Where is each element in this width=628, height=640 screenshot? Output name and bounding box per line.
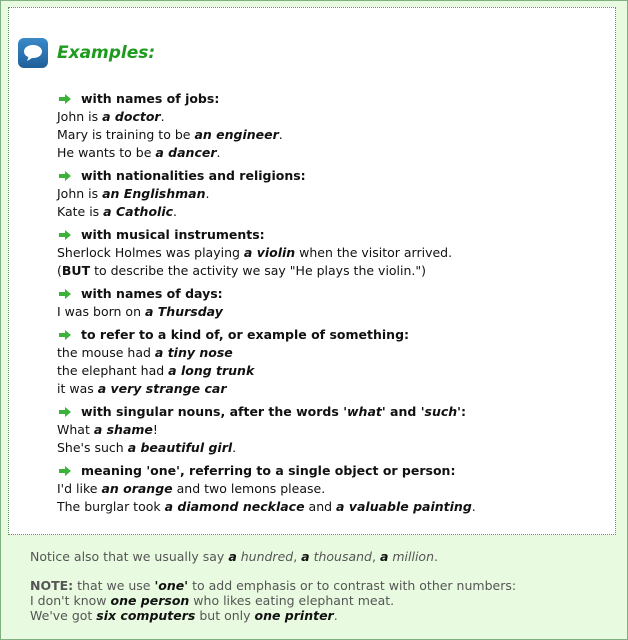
example-line [57, 362, 476, 380]
example-section [57, 403, 476, 457]
emphasis-text: a [301, 549, 310, 564]
emphasis-text: a valuable painting [336, 499, 472, 514]
text-run: What [57, 422, 94, 437]
example-section [57, 326, 476, 398]
green-arrow-icon [59, 407, 71, 417]
text-run: . [173, 204, 177, 219]
text-run: . [471, 499, 476, 514]
section-title-text [81, 285, 223, 303]
speech-bubble-icon [18, 38, 48, 68]
text-run: and [304, 499, 337, 514]
spacer [30, 564, 516, 578]
text-run: She's such [57, 440, 128, 455]
emphasis-text: an orange [101, 481, 173, 496]
emphasis-text: a beautiful girl [127, 440, 233, 455]
emphasis-text: an engineer [194, 127, 279, 142]
text-run: , [372, 549, 380, 564]
example-line [57, 303, 476, 321]
text-run: , [293, 549, 302, 564]
example-line [57, 185, 476, 203]
examples-list [57, 90, 476, 521]
text-run: who likes eating elephant meat. [189, 593, 395, 608]
text-run: thousand [309, 549, 372, 564]
text-run: with names of days: [81, 286, 223, 301]
note-line [30, 549, 516, 564]
emphasis-text: one person [110, 593, 190, 608]
section-title-text [81, 403, 466, 421]
example-line [57, 380, 476, 398]
emphasis-text: a dancer [155, 145, 217, 160]
green-arrow-icon [59, 171, 71, 181]
green-arrow-icon [59, 94, 71, 104]
section-title [57, 90, 476, 108]
example-section [57, 167, 476, 221]
text-run: with names of jobs: [81, 91, 220, 106]
emphasis-text: a violin [243, 245, 296, 260]
emphasis-text: one printer [254, 608, 334, 623]
example-line [57, 126, 476, 144]
emphasis-text: a Catholic [103, 204, 174, 219]
text-run: Kate is [57, 204, 104, 219]
example-line [57, 439, 476, 457]
text-run: to refer to a kind of, or example of something: [81, 327, 410, 342]
section-title-text [81, 462, 455, 480]
section-title-text [81, 90, 219, 108]
section-title-text [81, 226, 265, 244]
green-arrow-icon [59, 289, 71, 299]
example-line [57, 203, 476, 221]
emphasis-text: an Englishman [102, 186, 206, 201]
text-run: Sherlock Holmes was playing [57, 245, 244, 260]
text-run: John is [57, 109, 103, 124]
example-line [57, 421, 476, 439]
text-run: Notice also that we usually say [30, 549, 229, 564]
emphasis-text: 'what' [343, 404, 386, 419]
text-run: . [216, 145, 221, 160]
emphasis-text: a Thursday [144, 304, 223, 319]
text-run: to describe the activity we say "He plays the violin.") [90, 263, 427, 278]
text-run: John is [57, 186, 103, 201]
section-title [57, 403, 476, 421]
text-run: million [388, 549, 435, 564]
text-run: : [461, 404, 467, 419]
emphasis-text: a diamond necklace [164, 499, 305, 514]
notes-block [30, 549, 516, 623]
section-title [57, 285, 476, 303]
section-title [57, 226, 476, 244]
text-run: and [385, 404, 421, 419]
examples-header [18, 36, 155, 70]
note-line [30, 608, 516, 623]
text-run: We've got [30, 608, 97, 623]
section-title [57, 326, 476, 344]
emphasis-text: 'one' [154, 578, 189, 593]
text-run: when the visitor arrived. [295, 245, 453, 260]
emphasis-text: a doctor [102, 109, 161, 124]
examples-box [8, 7, 616, 535]
text-run: . [205, 186, 210, 201]
emphasis-text: a long trunk [168, 363, 255, 378]
text-run: with musical instruments: [81, 227, 265, 242]
text-run: ( [57, 263, 62, 278]
note-line [30, 578, 516, 593]
text-run: that we use [73, 578, 155, 593]
green-arrow-icon [59, 230, 71, 240]
example-line [57, 344, 476, 362]
text-run: The burglar took [57, 499, 165, 514]
example-line [57, 480, 476, 498]
text-run: hundred [236, 549, 294, 564]
text-run: I'd like [57, 481, 102, 496]
examples-heading: Examples: [57, 43, 156, 63]
text-run: . [160, 109, 165, 124]
text-run: . [232, 440, 237, 455]
text-run: the elephant had [57, 363, 169, 378]
text-run: . [333, 608, 338, 623]
emphasis-text: 'such' [420, 404, 462, 419]
text-run: I was born on [57, 304, 145, 319]
text-run: Mary is training to be [57, 127, 195, 142]
emphasis-text: a very strange car [97, 381, 227, 396]
text-run: . [434, 549, 438, 564]
text-run: with nationalities and religions: [81, 168, 306, 183]
example-line [57, 262, 476, 280]
text-run: to add emphasis or to contrast with other numbers: [188, 578, 517, 593]
section-title [57, 167, 476, 185]
section-title-text [81, 167, 306, 185]
text-run: the mouse had [57, 345, 155, 360]
example-line [57, 244, 476, 262]
example-section [57, 226, 476, 280]
text-run: He wants to be [57, 145, 156, 160]
emphasis-text: six computers [96, 608, 196, 623]
green-arrow-icon [59, 330, 71, 340]
text-run: I don't know [30, 593, 111, 608]
text-run: but only [195, 608, 255, 623]
text-run: and two lemons please. [172, 481, 326, 496]
text-run: it was [57, 381, 98, 396]
example-section [57, 462, 476, 516]
text-run: . [278, 127, 283, 142]
example-line [57, 108, 476, 126]
bold-text: BUT [61, 263, 91, 278]
text-run: with singular nouns, after the words [81, 404, 344, 419]
text-run: meaning 'one', referring to a single object or person: [81, 463, 456, 478]
emphasis-text: a [228, 549, 237, 564]
note-line [30, 593, 516, 608]
emphasis-text: a [379, 549, 389, 564]
example-section [57, 285, 476, 321]
example-section [57, 90, 476, 162]
emphasis-text: a shame [93, 422, 153, 437]
bold-text: NOTE: [30, 578, 74, 593]
section-title [57, 462, 476, 480]
example-line [57, 144, 476, 162]
text-run: ! [152, 422, 158, 437]
green-arrow-icon [59, 466, 71, 476]
emphasis-text: a tiny nose [154, 345, 233, 360]
example-line [57, 498, 476, 516]
section-title-text [81, 326, 409, 344]
